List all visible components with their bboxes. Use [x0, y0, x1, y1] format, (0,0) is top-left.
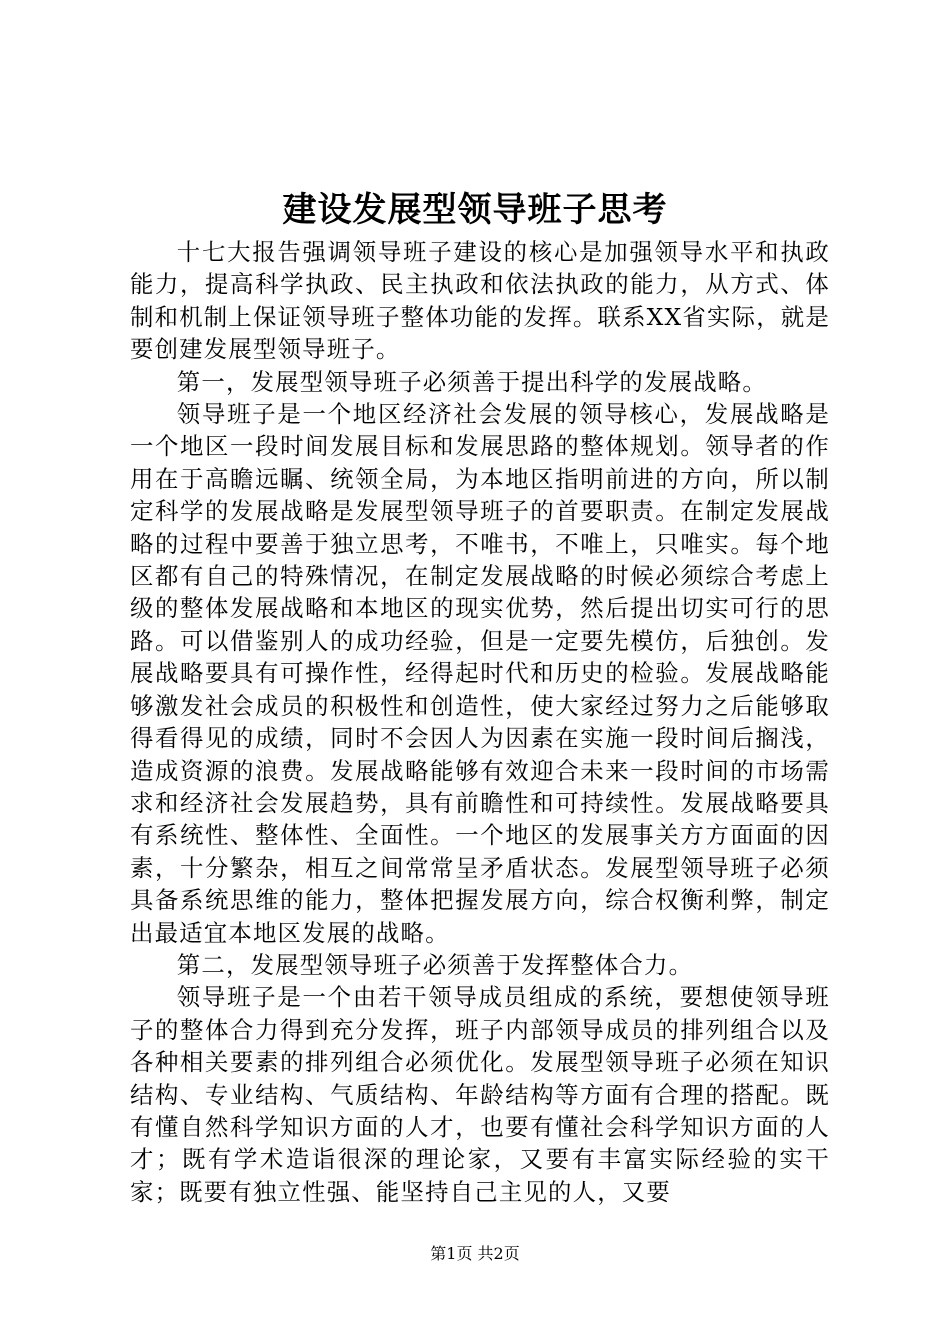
paragraph-synergy: 领导班子是一个由若干领导成员组成的系统，要想使领导班子的整体合力得到充分发挥，班子内部领导成员的排列组合以及各种相关要素的排列组合必须优化。发展型领导班子必须在知识结构、专业结构、气质结构、年龄结构等方面有合理的搭配。既有懂自然科学知识方面的人才，也要有懂社会科学知识方面的人才；既有学术造诣很深的理论家，又要有丰富实际经验的实干家；既要有独立性强、能坚持自己主见的人，又要	[130, 983, 830, 1206]
section-heading-2: 第二，发展型领导班子必须善于发挥整体合力。	[176, 950, 694, 979]
document-body	[130, 236, 830, 1208]
page-number: 第1页 共2页	[430, 1244, 520, 1263]
paragraph-intro: 十七大报告强调领导班子建设的核心是加强领导水平和执政能力，提高科学执政、民主执政和依法执政的能力，从方式、体制和机制上保证领导班子整体功能的发挥。联系XX省实际，就是要创建发展型领导班子。	[130, 238, 830, 364]
document-title: 建设发展型领导班子思考	[282, 190, 668, 230]
paragraph-strategy: 领导班子是一个地区经济社会发展的领导核心，发展战略是一个地区一段时间发展目标和发展思路的整体规划。领导者的作用在于高瞻远瞩、统领全局，为本地区指明前进的方向，所以制定科学的发展战略是发展型领导班子的首要职责。在制定发展战略的过程中要善于独立思考，不唯书，不唯上，只唯实。每个地区都有自己的特殊情况，在制定发展战略的时候必须综合考虑上级的整体发展战略和本地区的现实优势，然后提出切实可行的思路。可以借鉴别人的成功经验，但是一定要先模仿，后独创。发展战略要具有可操作性，经得起时代和历史的检验。发展战略能够激发社会成员的积极性和创造性，使大家经过努力之后能够取得看得见的成绩，同时不会因人为因素在实施一段时间后搁浅，造成资源的浪费。发展战略能够有效迎合未来一段时间的市场需求和经济社会发展趋势，具有前瞻性和可持续性。发展战略要具有系统性、整体性、全面性。一个地区的发展事关方方面面的因素，十分繁杂，相互之间常常呈矛盾状态。发展型领导班子必须具备系统思维的能力，整体把握发展方向，综合权衡利弊，制定出最适宜本地区发展的战略。	[130, 400, 830, 947]
section-heading-1: 第一，发展型领导班子必须善于提出科学的发展战略。	[176, 367, 767, 396]
